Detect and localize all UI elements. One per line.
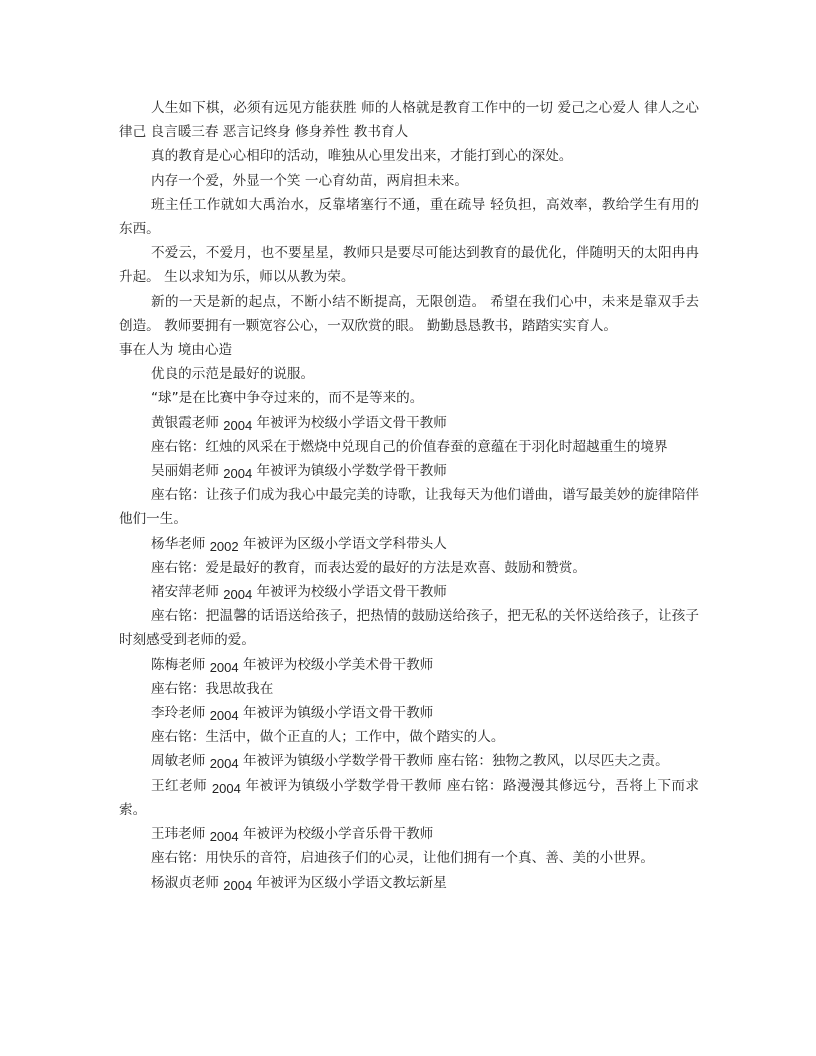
teacher-year: 2004 xyxy=(209,708,239,724)
teacher-year: 2004 xyxy=(223,466,253,482)
teacher-motto: 座右铭：生活中，做个正直的人；工作中，做个踏实的人。 xyxy=(151,729,505,746)
teacher-heading xyxy=(119,701,699,725)
paragraph-flush: 事在人为 境由心造 xyxy=(119,342,233,359)
teacher-heading xyxy=(119,749,699,773)
paragraph: 人生如下棋，必须有远见方能获胜 师的人格就是教育工作中的一切 爱己之心爱人 律人之心律己 良言暖三春 恶言记终身 修身养性 教书育人 xyxy=(119,100,699,141)
teacher-title: 年被评为校级小学音乐骨干教师 xyxy=(242,826,434,843)
teacher-heading xyxy=(119,580,699,604)
teacher-title: 年被评为区级小学语文教坛新星 xyxy=(256,874,447,891)
teacher-year: 2004 xyxy=(223,877,253,893)
teacher-title: 年被评为校级小学语文骨干教师 xyxy=(256,414,447,431)
teacher-name: 黄银霞老师 xyxy=(151,414,219,431)
teacher-year: 2004 xyxy=(223,587,253,603)
paragraph: 真的教育是心心相印的活动，唯独从心里发出来，才能打到心的深处。 xyxy=(151,148,573,165)
paragraph: 内存一个爱，外显一个笑 一心育幼苗，两肩担未来。 xyxy=(151,172,468,189)
teacher-name: 杨淑贞老师 xyxy=(151,874,219,891)
teacher-name: 陈梅老师 xyxy=(151,656,206,673)
teacher-motto: 座右铭：爱是最好的教育，而表达爱的最好的方法是欢喜、鼓励和赞赏。 xyxy=(151,559,586,576)
paragraph: 新的一天是新的起点，不断小结不断提高，无限创造。 希望在我们心中，未来是靠双手去创造。 教师要拥有一颗宽容公心，一双欣赏的眼。 勤勤恳恳教书，踏踏实实育人。 xyxy=(119,293,699,334)
teacher-title: 年被评为镇级小学数学骨干教师 座右铭：独物之教风，以尽匹夫之责。 xyxy=(242,753,669,770)
teacher-heading xyxy=(119,822,699,846)
teacher-title: 年被评为校级小学语文骨干教师 xyxy=(256,584,447,601)
paragraph: 班主任工作就如大禹治水，反靠堵塞行不通，重在疏导 轻负担，高效率，教给学生有用的东西。 xyxy=(119,196,699,238)
teacher-heading xyxy=(119,653,699,677)
teacher-name: 王红老师 xyxy=(151,777,208,794)
paragraph: 优良的示范是最好的说服。 xyxy=(151,366,315,383)
teacher-title: 年被评为区级小学语文学科带头人 xyxy=(242,535,447,552)
teacher-name: 褚安萍老师 xyxy=(151,584,219,601)
teacher-year: 2004 xyxy=(211,780,241,796)
teacher-year: 2004 xyxy=(209,829,239,845)
teacher-title: 年被评为镇级小学数学骨干教师 座右铭：路漫漫其修远兮，吾将上下而求索。 xyxy=(119,777,699,818)
teacher-name: 王玮老师 xyxy=(151,826,206,843)
teacher-title: 年被评为校级小学美术骨干教师 xyxy=(242,656,434,673)
teacher-name: 杨华老师 xyxy=(151,535,206,552)
teacher-year: 2004 xyxy=(223,417,253,433)
teacher-title: 年被评为镇级小学语文骨干教师 xyxy=(242,705,434,722)
teacher-title: 年被评为镇级小学数学骨干教师 xyxy=(256,463,447,480)
teacher-year: 2004 xyxy=(209,756,239,772)
document-page xyxy=(119,96,699,895)
paragraph: “球”是在比赛中争夺过来的，而不是等来的。 xyxy=(151,390,424,407)
teacher-heading xyxy=(119,774,699,822)
teacher-year: 2002 xyxy=(209,538,239,554)
teacher-heading xyxy=(119,411,699,435)
teacher-year: 2004 xyxy=(209,659,239,675)
teacher-name: 李玲老师 xyxy=(151,705,206,722)
teacher-heading xyxy=(119,459,699,483)
teacher-motto: 座右铭：让孩子们成为我心中最完美的诗歌，让我每天为他们谱曲，谱写最美妙的旋律陪伴 他们一生。 xyxy=(119,487,699,528)
paragraph: 不爱云，不爱月，也不要星星，教师只是要尽可能达到教育的最优化，伴随明天的太阳冉冉升起。 生以求知为乐，师以从教为荣。 xyxy=(119,245,699,286)
teacher-name: 周敏老师 xyxy=(151,753,206,770)
teacher-heading xyxy=(119,871,699,895)
teacher-motto: 座右铭：把温馨的话语送给孩子，把热情的鼓励送给孩子，把无私的关怀送给孩子，让孩子时刻感受到老师的爱。 xyxy=(119,608,699,649)
teacher-motto: 座右铭：红烛的风采在于燃烧中兑现自己的价值春蚕的意蕴在于羽化时超越重生的境界 xyxy=(151,438,668,455)
teacher-motto: 座右铭：我思故我在 xyxy=(151,680,274,697)
teacher-name: 吴丽娟老师 xyxy=(151,463,219,480)
teacher-motto: 座右铭：用快乐的音符，启迪孩子们的心灵，让他们拥有一个真、善、美的小世界。 xyxy=(151,850,654,867)
teacher-heading xyxy=(119,532,699,556)
